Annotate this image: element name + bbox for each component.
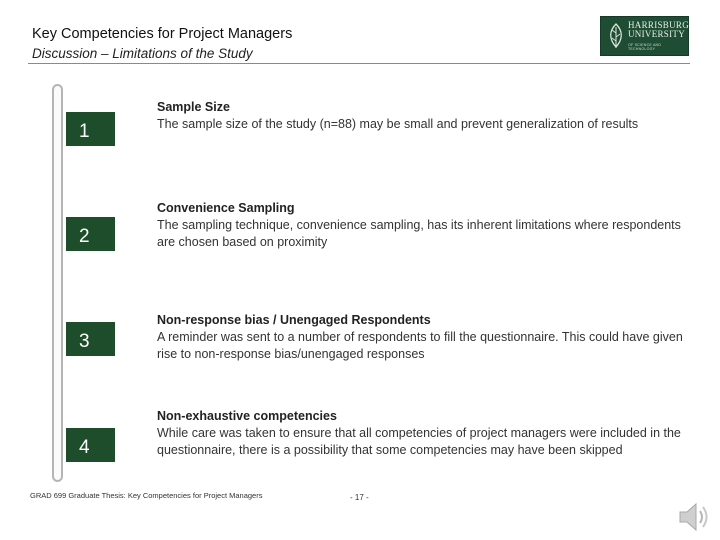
header-divider	[28, 63, 690, 64]
item-body: The sample size of the study (n=88) may be small and prevent generalization of results	[157, 117, 639, 131]
logo-name-line1: HARRISBURG	[628, 20, 690, 30]
item-heading: Non-exhaustive competencies	[157, 409, 337, 423]
page-title: Key Competencies for Project Managers	[32, 26, 293, 42]
number-box-3	[66, 322, 115, 356]
limitation-item-1	[157, 99, 697, 133]
footer-page-number: - 17 -	[350, 493, 369, 502]
page-subtitle: Discussion – Limitations of the Study	[32, 46, 253, 61]
logo-name-line2: UNIVERSITY	[628, 29, 685, 39]
university-logo	[600, 16, 689, 56]
number-label: 3	[79, 331, 90, 352]
limitation-item-2	[157, 200, 697, 251]
speaker-icon[interactable]	[676, 500, 712, 534]
item-heading: Sample Size	[157, 100, 230, 114]
number-label: 2	[79, 226, 90, 247]
item-body: The sampling technique, convenience sampling, has its inherent limitations where respondents are chosen based on proximity	[157, 218, 681, 249]
logo-tagline: OF SCIENCE AND TECHNOLOGY	[628, 43, 662, 51]
timeline-rail	[52, 84, 63, 482]
footer-course: GRAD 699 Graduate Thesis: Key Competencies for Project Managers	[30, 491, 263, 500]
limitation-item-3	[157, 312, 697, 363]
number-label: 4	[79, 437, 90, 458]
number-box-4	[66, 428, 115, 462]
limitation-item-4	[157, 408, 697, 459]
number-label: 1	[79, 121, 90, 142]
number-box-2	[66, 217, 115, 251]
leaf-icon	[607, 23, 625, 49]
item-body: While care was taken to ensure that all competencies of project managers were included in the questionnaire, there is a possibility that some competencies may have been skipped	[157, 426, 681, 457]
number-box-1	[66, 112, 115, 146]
logo-name	[628, 21, 689, 39]
item-heading: Non-response bias / Unengaged Respondents	[157, 313, 431, 327]
item-body: A reminder was sent to a number of respondents to fill the questionnaire. This could have given rise to non-response bias/unengaged responses	[157, 330, 683, 361]
item-heading: Convenience Sampling	[157, 201, 295, 215]
